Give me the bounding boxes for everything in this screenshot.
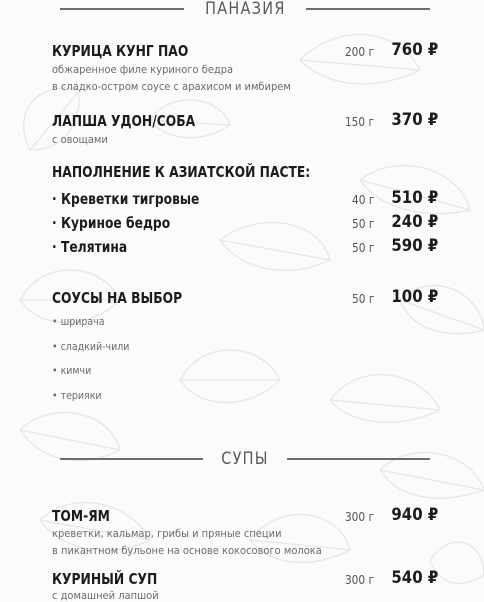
item-name: ТОМ-ЯМ <box>52 507 110 525</box>
item-name: · Телятина <box>52 238 128 256</box>
item-price: 590 ₽ <box>391 236 438 256</box>
filling-item <box>52 234 442 256</box>
item-weight: 50 г <box>351 217 374 231</box>
item-weight: 40 г <box>351 193 374 207</box>
menu-item-tom-yam <box>52 503 442 525</box>
menu-item-chicken-soup <box>52 566 442 588</box>
section-title: СУПЫ <box>221 449 269 469</box>
sauce-option: • шрирача <box>52 316 105 328</box>
item-weight: 150 г <box>344 115 374 129</box>
fillings-header: НАПОЛНЕНИЕ К АЗИАТСКОЙ ПАСТЕ: <box>52 163 311 181</box>
item-description: с овощами <box>52 133 108 146</box>
sauce-option: • сладкий-чили <box>52 341 130 353</box>
section-header-soups <box>60 446 430 472</box>
item-description: обжаренное филе куриного бедра <box>52 63 234 76</box>
sauce-option: • кимчи <box>52 365 92 377</box>
item-weight: 50 г <box>351 241 374 255</box>
item-price: 370 ₽ <box>391 110 438 130</box>
item-description: в сладко-остром соусе с арахисом и имбирем <box>52 80 291 93</box>
menu-item-noodles <box>52 108 442 130</box>
filling-item <box>52 186 442 208</box>
item-price: 100 ₽ <box>391 287 438 307</box>
menu-item-sauces <box>52 285 442 307</box>
item-name: КУРИЦА КУНГ ПАО <box>52 42 189 60</box>
item-name: · Креветки тигровые <box>52 190 200 208</box>
item-name: · Куриное бедро <box>52 214 171 232</box>
item-weight: 200 г <box>344 45 374 59</box>
divider-line <box>306 8 430 10</box>
item-description: с домашней лапшой <box>52 589 159 602</box>
item-price: 540 ₽ <box>391 568 438 588</box>
sauce-option: • терияки <box>52 390 102 402</box>
filling-item <box>52 210 442 232</box>
divider-line <box>60 8 184 10</box>
item-weight: 300 г <box>344 573 374 587</box>
item-weight: 50 г <box>351 292 374 306</box>
item-description: в пикантном бульоне на основе кокосового молока <box>52 544 322 557</box>
item-description: креветки, кальмар, грибы и пряные специи <box>52 527 282 540</box>
section-header-panasia <box>60 0 430 22</box>
divider-line <box>287 458 430 460</box>
item-name: ЛАПША УДОН/СОБА <box>52 112 196 130</box>
section-title: ПАНАЗИЯ <box>204 0 286 19</box>
item-name: СОУСЫ НА ВЫБОР <box>52 289 183 307</box>
item-price: 510 ₽ <box>391 188 438 208</box>
divider-line <box>60 458 203 460</box>
item-price: 240 ₽ <box>391 212 438 232</box>
menu-item-kung-pao <box>52 38 442 60</box>
item-weight: 300 г <box>344 510 374 524</box>
item-price: 760 ₽ <box>391 40 438 60</box>
item-name: КУРИНЫЙ СУП <box>52 570 158 588</box>
item-price: 940 ₽ <box>391 505 438 525</box>
